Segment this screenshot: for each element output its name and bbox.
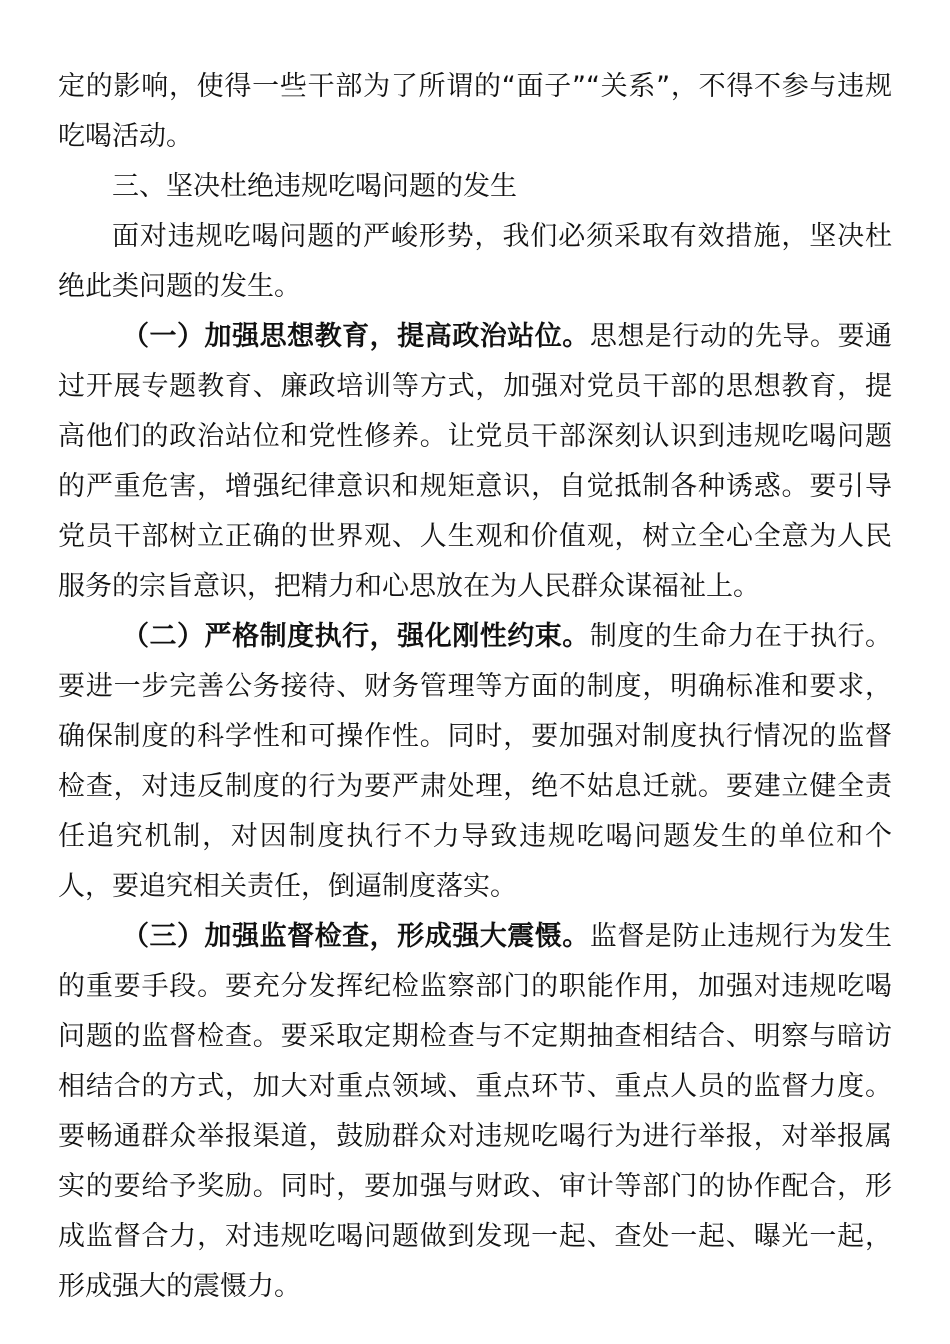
continuation-paragraph: 定的影响，使得一些干部为了所谓的“面子”“关系”，不得不参与违规吃喝活动。 bbox=[58, 71, 892, 152]
section-intro-paragraph: 面对违规吃喝问题的严峻形势，我们必须采取有效措施，坚决杜绝此类问题的发生。 bbox=[58, 221, 892, 302]
subsection-heading-2: （二）严格制度执行，强化刚性约束。 bbox=[122, 621, 590, 652]
document-page bbox=[58, 62, 892, 1312]
section-heading: 三、坚决杜绝违规吃喝问题的发生 bbox=[112, 171, 517, 202]
subsection-paragraph-3 bbox=[58, 912, 892, 1312]
subsection-paragraph-2 bbox=[58, 612, 892, 912]
subsection-body-2: 制度的生命力在于执行。要进一步完善公务接待、财务管理等方面的制度，明确标准和要求，确保制度的科学性和可操作性。同时，要加强对制度执行情况的监督检查，对违反制度的行为要严肃处理，绝不姑息迁就。要建立健全责任追究机制，对因制度执行不力导致违规吃喝问题发生的单位和个人，要追究相关责任，倒逼制度落实。 bbox=[58, 621, 893, 902]
subsection-body-1: 思想是行动的先导。要通过开展专题教育、廉政培训等方式，加强对党员干部的思想教育，提高他们的政治站位和党性修养。让党员干部深刻认识到违规吃喝问题的严重危害，增强纪律意识和规矩意识，自觉抵制各种诱惑。要引导党员干部树立正确的世界观、人生观和价值观，树立全心全意为人民服务的宗旨意识，把精力和心思放在为人民群众谋福祉上。 bbox=[58, 321, 893, 602]
subsection-paragraph-1 bbox=[58, 312, 892, 612]
subsection-heading-3: （三）加强监督检查，形成强大震慑。 bbox=[122, 921, 590, 952]
subsection-heading-1: （一）加强思想教育，提高政治站位。 bbox=[122, 321, 590, 352]
subsection-body-3: 监督是防止违规行为发生的重要手段。要充分发挥纪检监察部门的职能作用，加强对违规吃喝问题的监督检查。要采取定期检查与不定期抽查相结合、明察与暗访相结合的方式，加大对重点领域、重点环节、重点人员的监督力度。要畅通群众举报渠道，鼓励群众对违规吃喝行为进行举报，对举报属实的要给予奖励。同时，要加强与财政、审计等部门的协作配合，形成监督合力，对违规吃喝问题做到发现一起、查处一起、曝光一起，形成强大的震慑力。 bbox=[58, 921, 893, 1302]
